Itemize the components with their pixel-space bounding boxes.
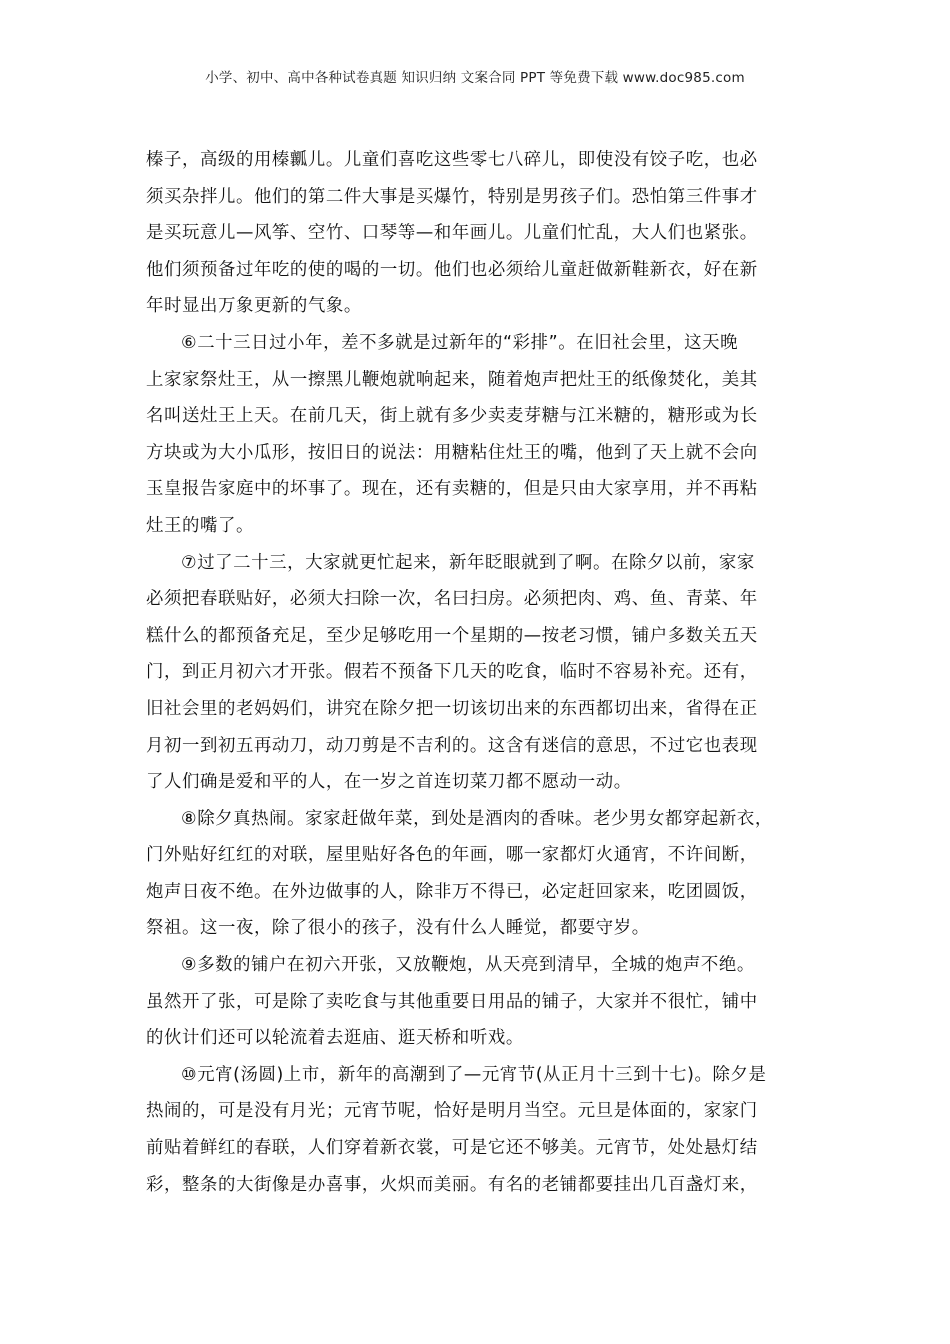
text-line: 须买杂拌儿。他们的第二件大事是买爆竹，特别是男孩子们。恐怕第三件事才 (146, 186, 758, 207)
text-line: 必须把春联贴好，必须大扫除一次，名曰扫房。必须把肉、鸡、鱼、青菜、年 (146, 589, 758, 610)
text-line: 灶王的嘴了。 (146, 515, 254, 536)
text-line: 热闹的，可是没有月光；元宵节呢，恰好是明月当空。元旦是体面的，家家门 (146, 1101, 758, 1122)
text-line: 是买玩意儿—风筝、空竹、口琴等—和年画儿。儿童们忙乱，大人们也紧张。 (146, 223, 758, 244)
paragraph-first-line: ⑧除夕真热闹。家家赶做年菜，到处是酒肉的香味。老少男女都穿起新衣， (181, 808, 773, 829)
text-line: 炮声日夜不绝。在外边做事的人，除非万不得已，必定赶回家来，吃团圆饭， (146, 881, 758, 902)
text-line: 门，到正月初六才开张。假若不预备下几天的吃食，临时不容易补充。还有， (146, 662, 758, 683)
paragraph-first-line: ⑥二十三日过小年，差不多就是过新年的“彩排”。在旧社会里，这天晚 (181, 332, 739, 353)
text-line: 门外贴好红红的对联，屋里贴好各色的年画，哪一家都灯火通宵，不许间断， (146, 845, 758, 866)
paragraph-first-line: ⑩元宵(汤圆)上市，新年的高潮到了—元宵节(从正月十三到十七)。除夕是 (181, 1064, 767, 1085)
text-line: 前贴着鲜红的春联，人们穿着新衣裳，可是它还不够美。元宵节，处处悬灯结 (146, 1138, 758, 1159)
text-line: 祭祖。这一夜，除了很小的孩子，没有什么人睡觉，都要守岁。 (146, 918, 650, 939)
text-line: 方块或为大小瓜形，按旧日的说法：用糖粘住灶王的嘴，他到了天上就不会向 (146, 442, 758, 463)
text-line: 他们须预备过年吃的使的喝的一切。他们也必须给儿童赶做新鞋新衣，好在新 (146, 259, 758, 280)
text-line: 榛子，高级的用榛瓤儿。儿童们喜吃这些零七八碎儿，即使没有饺子吃，也必 (146, 150, 758, 170)
text-line: 旧社会里的老妈妈们，讲究在除夕把一切该切出来的东西都切出来，省得在正 (146, 698, 758, 719)
text-line: 的伙计们还可以轮流着去逛庙、逛天桥和听戏。 (146, 1028, 524, 1049)
text-line: 年时显出万象更新的气象。 (146, 296, 362, 317)
text-line: 彩，整条的大街像是办喜事，火炽而美丽。有名的老铺都要挂出几百盏灯来， (146, 1174, 758, 1195)
paragraph-first-line: ⑦过了二十三，大家就更忙起来，新年眨眼就到了啊。在除夕以前，家家 (181, 552, 755, 573)
page-header: 小学、初中、高中各种试卷真题 知识归纳 文案合同 PPT 等免费下载 www.doc985.com (205, 70, 745, 86)
text-line: 玉皇报告家庭中的坏事了。现在，还有卖糖的，但是只由大家享用，并不再粘 (146, 479, 758, 500)
paragraph-first-line: ⑨多数的铺户在初六开张，又放鞭炮，从天亮到清早，全城的炮声不绝。 (181, 955, 755, 976)
text-line: 月初一到初五再动刀，动刀剪是不吉利的。这含有迷信的意思，不过它也表现 (146, 735, 758, 756)
text-line: 虽然开了张，可是除了卖吃食与其他重要日用品的铺子，大家并不很忙，铺中 (146, 991, 758, 1012)
text-line: 名叫送灶王上天。在前几天，街上就有多少卖麦芽糖与江米糖的，糖形或为长 (146, 406, 758, 427)
text-line: 了人们确是爱和平的人，在一岁之首连切菜刀都不愿动一动。 (146, 772, 632, 793)
text-line: 糕什么的都预备充足，至少足够吃用一个星期的—按老习惯，铺户多数关五天 (146, 625, 758, 646)
text-line: 上家家祭灶王，从一擦黑儿鞭炮就响起来，随着炮声把灶王的纸像焚化，美其 (146, 369, 758, 390)
article-body (146, 142, 814, 1203)
